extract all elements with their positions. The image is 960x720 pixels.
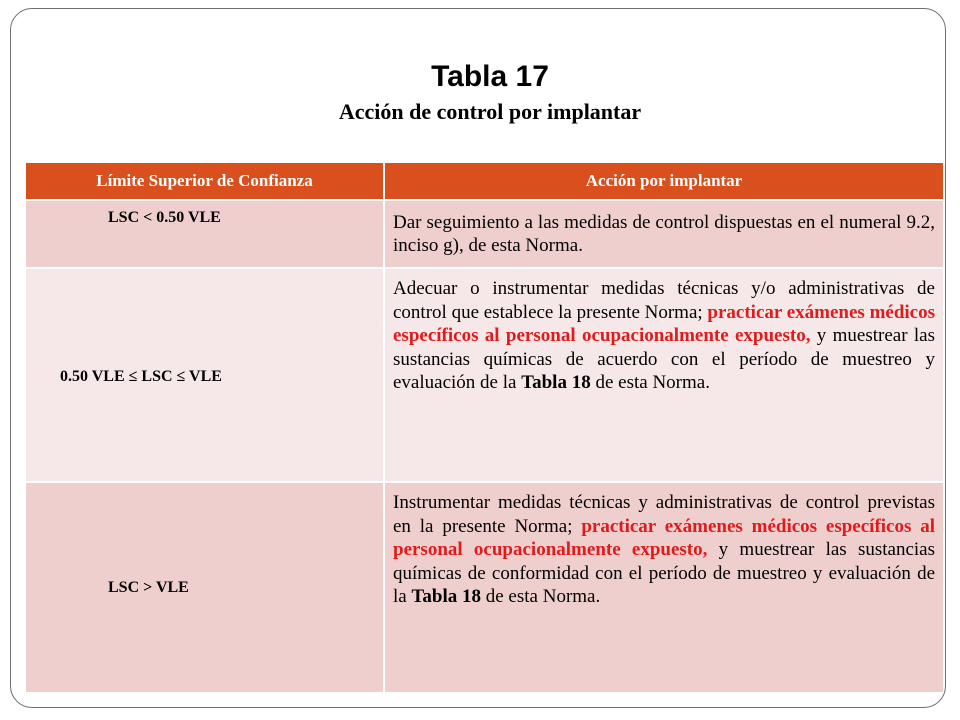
action-text — [385, 205, 943, 264]
column-header-action: Acción por implantar — [384, 163, 943, 200]
action-text-part: Instrumentar medidas técnicas y administrativas de control previstas en la presente Norma; — [393, 492, 935, 537]
page-title: Tabla 17 — [431, 60, 549, 93]
action-text-part: Adecuar o instrumentar medidas técnicas y/o administrativas de control que establece la presente Norma; — [393, 278, 935, 323]
table-header-row — [26, 163, 943, 200]
table-row — [26, 482, 943, 692]
action-cell — [384, 482, 943, 692]
action-text — [385, 269, 943, 401]
action-text — [385, 483, 943, 615]
action-text-part: de esta Norma. — [590, 372, 710, 393]
title-block — [0, 60, 960, 126]
action-cell — [384, 268, 943, 482]
action-text-part: de esta Norma. — [481, 586, 601, 607]
condition-text: 0.50 VLE ≤ LSC ≤ VLE — [60, 368, 222, 385]
action-highlight-text: practicar exámenes médicos específicos al personal ocupacionalmente expuesto, — [393, 515, 935, 560]
action-cell — [384, 200, 943, 268]
table-reference: Tabla 18 — [521, 372, 591, 393]
column-header-limit: Límite Superior de Confianza — [26, 163, 384, 200]
condition-cell — [26, 482, 384, 692]
condition-text: LSC > VLE — [108, 578, 189, 596]
action-text-part: Dar seguimiento a las medidas de control dispuestas en el numeral 9.2, inciso g), de esta Norma. — [393, 211, 935, 256]
action-text-part: y muestrear las sustancias químicas de acuerdo con el período de muestreo y evaluación de la — [393, 325, 935, 393]
action-highlight-text: practicar exámenes médicos específicos al personal ocupacionalmente expuesto, — [393, 301, 936, 346]
condition-cell — [26, 200, 384, 268]
table-row — [26, 200, 943, 268]
table-row — [26, 268, 943, 482]
action-text-part: y muestrear las sustancias químicas de conformidad con el período de muestreo y evaluación de la — [393, 539, 935, 607]
control-action-table — [26, 163, 943, 692]
condition-text: LSC < 0.50 VLE — [108, 209, 221, 226]
condition-cell — [26, 268, 384, 482]
table-reference: Tabla 18 — [411, 586, 481, 607]
page-subtitle: Acción de control por implantar — [338, 99, 642, 124]
